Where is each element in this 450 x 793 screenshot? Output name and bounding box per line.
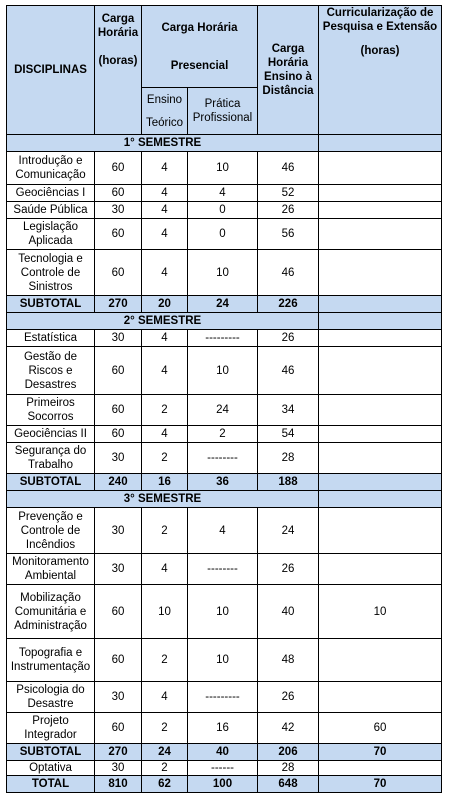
cell-ch: 30 — [95, 443, 142, 474]
discipline-name: Prevenção e Controle de Incêndios — [7, 508, 95, 554]
discipline-name: Geociências II — [7, 426, 95, 443]
header-carga-horaria-unit: (horas) — [98, 55, 138, 67]
discipline-name: Mobilização Comunitária e Administração — [7, 585, 95, 639]
cell-teorico: 4 — [142, 426, 188, 443]
total-ch: 810 — [95, 776, 142, 793]
optativa-pratica: ------ — [188, 761, 258, 776]
cell-ch: 60 — [95, 250, 142, 296]
cell-teorico: 4 — [142, 347, 188, 395]
cell-curric — [319, 554, 442, 585]
cell-teorico: 2 — [142, 443, 188, 474]
subtotal-ch: 240 — [95, 474, 142, 491]
semester-header-row — [7, 313, 442, 330]
header-ensino-teorico-line2: Teórico — [145, 116, 184, 129]
discipline-name: Saúde Pública — [7, 202, 95, 219]
cell-curric — [319, 443, 442, 474]
cell-ead: 54 — [258, 426, 319, 443]
table-header — [7, 6, 442, 135]
total-ead: 648 — [258, 776, 319, 793]
cell-ead: 46 — [258, 347, 319, 395]
cell-ch: 60 — [95, 152, 142, 185]
semester-title: 1° SEMESTRE — [7, 135, 319, 152]
table-row — [7, 443, 442, 474]
cell-ead: 46 — [258, 250, 319, 296]
table-row — [7, 152, 442, 185]
cell-pratica: -------- — [188, 443, 258, 474]
header-disciplinas — [7, 6, 95, 135]
header-disciplinas-label: DISCIPLINAS — [14, 64, 87, 76]
subtotal-row — [7, 474, 442, 491]
header-carga-horaria-title: Carga Horária — [97, 13, 139, 39]
header-carga-horaria — [95, 6, 142, 135]
cell-pratica: 10 — [188, 585, 258, 639]
cell-pratica: 10 — [188, 347, 258, 395]
cell-pratica: -------- — [188, 554, 258, 585]
cell-curric — [319, 347, 442, 395]
cell-teorico: 4 — [142, 219, 188, 250]
cell-ch: 60 — [95, 426, 142, 443]
subtotal-ead: 188 — [258, 474, 319, 491]
cell-ead: 24 — [258, 508, 319, 554]
cell-ead: 48 — [258, 639, 319, 682]
subtotal-teorico: 24 — [142, 744, 188, 761]
cell-pratica: --------- — [188, 330, 258, 347]
table-row — [7, 554, 442, 585]
cell-ch: 60 — [95, 395, 142, 426]
cell-ch: 30 — [95, 554, 142, 585]
optativa-curric — [319, 761, 442, 776]
table-body — [7, 135, 442, 793]
cell-ead: 42 — [258, 713, 319, 744]
curriculum-table — [6, 5, 442, 793]
header-presencial — [142, 6, 258, 88]
cell-teorico: 4 — [142, 330, 188, 347]
discipline-name: Introdução e Comunicação — [7, 152, 95, 185]
subtotal-pratica: 24 — [188, 296, 258, 313]
semester-header-row — [7, 135, 442, 152]
subtotal-row — [7, 744, 442, 761]
cell-pratica: 2 — [188, 426, 258, 443]
subtotal-pratica: 36 — [188, 474, 258, 491]
header-presencial-label: Presencial — [170, 59, 229, 72]
total-pratica: 100 — [188, 776, 258, 793]
cell-pratica: 24 — [188, 395, 258, 426]
cell-curric — [319, 682, 442, 713]
cell-teorico: 4 — [142, 185, 188, 202]
subtotal-curric — [319, 296, 442, 313]
total-row — [7, 776, 442, 793]
cell-curric — [319, 508, 442, 554]
cell-ch: 60 — [95, 585, 142, 639]
discipline-name: Gestão de Riscos e Desastres — [7, 347, 95, 395]
cell-ead: 26 — [258, 682, 319, 713]
table-row — [7, 202, 442, 219]
header-curricularizacao — [319, 6, 442, 135]
discipline-name: Monitoramento Ambiental — [7, 554, 95, 585]
discipline-name: Projeto Integrador — [7, 713, 95, 744]
total-teorico: 62 — [142, 776, 188, 793]
header-ensino-teorico-line1: Ensino — [146, 93, 183, 106]
cell-pratica: 4 — [188, 185, 258, 202]
semester-title: 2° SEMESTRE — [7, 313, 319, 330]
cell-curric — [319, 152, 442, 185]
cell-ch: 60 — [95, 185, 142, 202]
cell-curric — [319, 202, 442, 219]
header-curricularizacao-unit: (horas) — [360, 45, 400, 57]
table-row — [7, 250, 442, 296]
cell-teorico: 10 — [142, 585, 188, 639]
discipline-name: Geociências I — [7, 185, 95, 202]
subtotal-row — [7, 296, 442, 313]
cell-ead: 46 — [258, 152, 319, 185]
header-presencial-title: Carga Horária — [161, 21, 238, 34]
table-row — [7, 713, 442, 744]
cell-curric — [319, 185, 442, 202]
header-ensino-teorico — [142, 88, 188, 135]
cell-pratica: 10 — [188, 152, 258, 185]
cell-ch: 60 — [95, 639, 142, 682]
cell-pratica: 16 — [188, 713, 258, 744]
discipline-name: Primeiros Socorros — [7, 395, 95, 426]
cell-ead: 26 — [258, 202, 319, 219]
cell-ead: 26 — [258, 554, 319, 585]
discipline-name: Psicologia do Desastre — [7, 682, 95, 713]
cell-curric — [319, 330, 442, 347]
cell-teorico: 4 — [142, 554, 188, 585]
cell-teorico: 4 — [142, 250, 188, 296]
subtotal-label: SUBTOTAL — [7, 744, 95, 761]
subtotal-teorico: 20 — [142, 296, 188, 313]
cell-curric — [319, 395, 442, 426]
header-ead — [258, 6, 319, 135]
optativa-ch: 30 — [95, 761, 142, 776]
discipline-name: Tecnologia e Controle de Sinistros — [7, 250, 95, 296]
cell-pratica: 0 — [188, 219, 258, 250]
subtotal-ead: 206 — [258, 744, 319, 761]
cell-ead: 56 — [258, 219, 319, 250]
semester-header-row — [7, 491, 442, 508]
cell-pratica: 4 — [188, 508, 258, 554]
semester-blank-cell — [319, 313, 442, 330]
optativa-name: Optativa — [7, 761, 95, 776]
discipline-name: Estatística — [7, 330, 95, 347]
cell-ead: 52 — [258, 185, 319, 202]
cell-ch: 60 — [95, 713, 142, 744]
total-curric: 70 — [319, 776, 442, 793]
subtotal-teorico: 16 — [142, 474, 188, 491]
subtotal-pratica: 40 — [188, 744, 258, 761]
discipline-name: Topografia e Instrumentação — [7, 639, 95, 682]
discipline-name: Segurança do Trabalho — [7, 443, 95, 474]
cell-teorico: 4 — [142, 152, 188, 185]
table-row — [7, 219, 442, 250]
cell-ead: 26 — [258, 330, 319, 347]
table-row — [7, 508, 442, 554]
cell-ch: 30 — [95, 682, 142, 713]
optativa-row — [7, 761, 442, 776]
subtotal-curric — [319, 474, 442, 491]
cell-ch: 60 — [95, 347, 142, 395]
cell-teorico: 2 — [142, 508, 188, 554]
cell-curric — [319, 219, 442, 250]
optativa-teorico: 2 — [142, 761, 188, 776]
semester-blank-cell — [319, 491, 442, 508]
subtotal-label: SUBTOTAL — [7, 296, 95, 313]
cell-ch: 30 — [95, 202, 142, 219]
discipline-name: Legislação Aplicada — [7, 219, 95, 250]
table-row — [7, 395, 442, 426]
cell-ch: 30 — [95, 508, 142, 554]
cell-curric — [319, 250, 442, 296]
cell-curric: 10 — [319, 585, 442, 639]
total-label: TOTAL — [7, 776, 95, 793]
cell-ch: 30 — [95, 330, 142, 347]
cell-pratica: 10 — [188, 639, 258, 682]
header-pratica-profissional-label: Prática Profissional — [192, 98, 253, 124]
cell-teorico: 2 — [142, 713, 188, 744]
cell-pratica: 0 — [188, 202, 258, 219]
table-row — [7, 347, 442, 395]
table-row — [7, 426, 442, 443]
subtotal-ch: 270 — [95, 296, 142, 313]
cell-teorico: 2 — [142, 639, 188, 682]
table-row — [7, 639, 442, 682]
cell-pratica: --------- — [188, 682, 258, 713]
table-row — [7, 682, 442, 713]
subtotal-ch: 270 — [95, 744, 142, 761]
subtotal-label: SUBTOTAL — [7, 474, 95, 491]
cell-pratica: 10 — [188, 250, 258, 296]
header-pratica-profissional — [188, 88, 258, 135]
cell-ead: 28 — [258, 443, 319, 474]
subtotal-curric: 70 — [319, 744, 442, 761]
table-row — [7, 585, 442, 639]
semester-blank-cell — [319, 135, 442, 152]
semester-title: 3° SEMESTRE — [7, 491, 319, 508]
cell-curric — [319, 426, 442, 443]
cell-teorico: 4 — [142, 202, 188, 219]
cell-ead: 34 — [258, 395, 319, 426]
cell-teorico: 2 — [142, 395, 188, 426]
curriculum-document — [6, 5, 442, 793]
cell-teorico: 4 — [142, 682, 188, 713]
table-row — [7, 185, 442, 202]
cell-curric — [319, 639, 442, 682]
subtotal-ead: 226 — [258, 296, 319, 313]
table-row — [7, 330, 442, 347]
optativa-ead: 28 — [258, 761, 319, 776]
header-ead-label: Carga Horária Ensino à Distância — [262, 43, 314, 97]
cell-curric: 60 — [319, 713, 442, 744]
cell-ch: 60 — [95, 219, 142, 250]
cell-ead: 40 — [258, 585, 319, 639]
header-curricularizacao-title: Curricularização de Pesquisa e Extensão — [322, 7, 438, 33]
